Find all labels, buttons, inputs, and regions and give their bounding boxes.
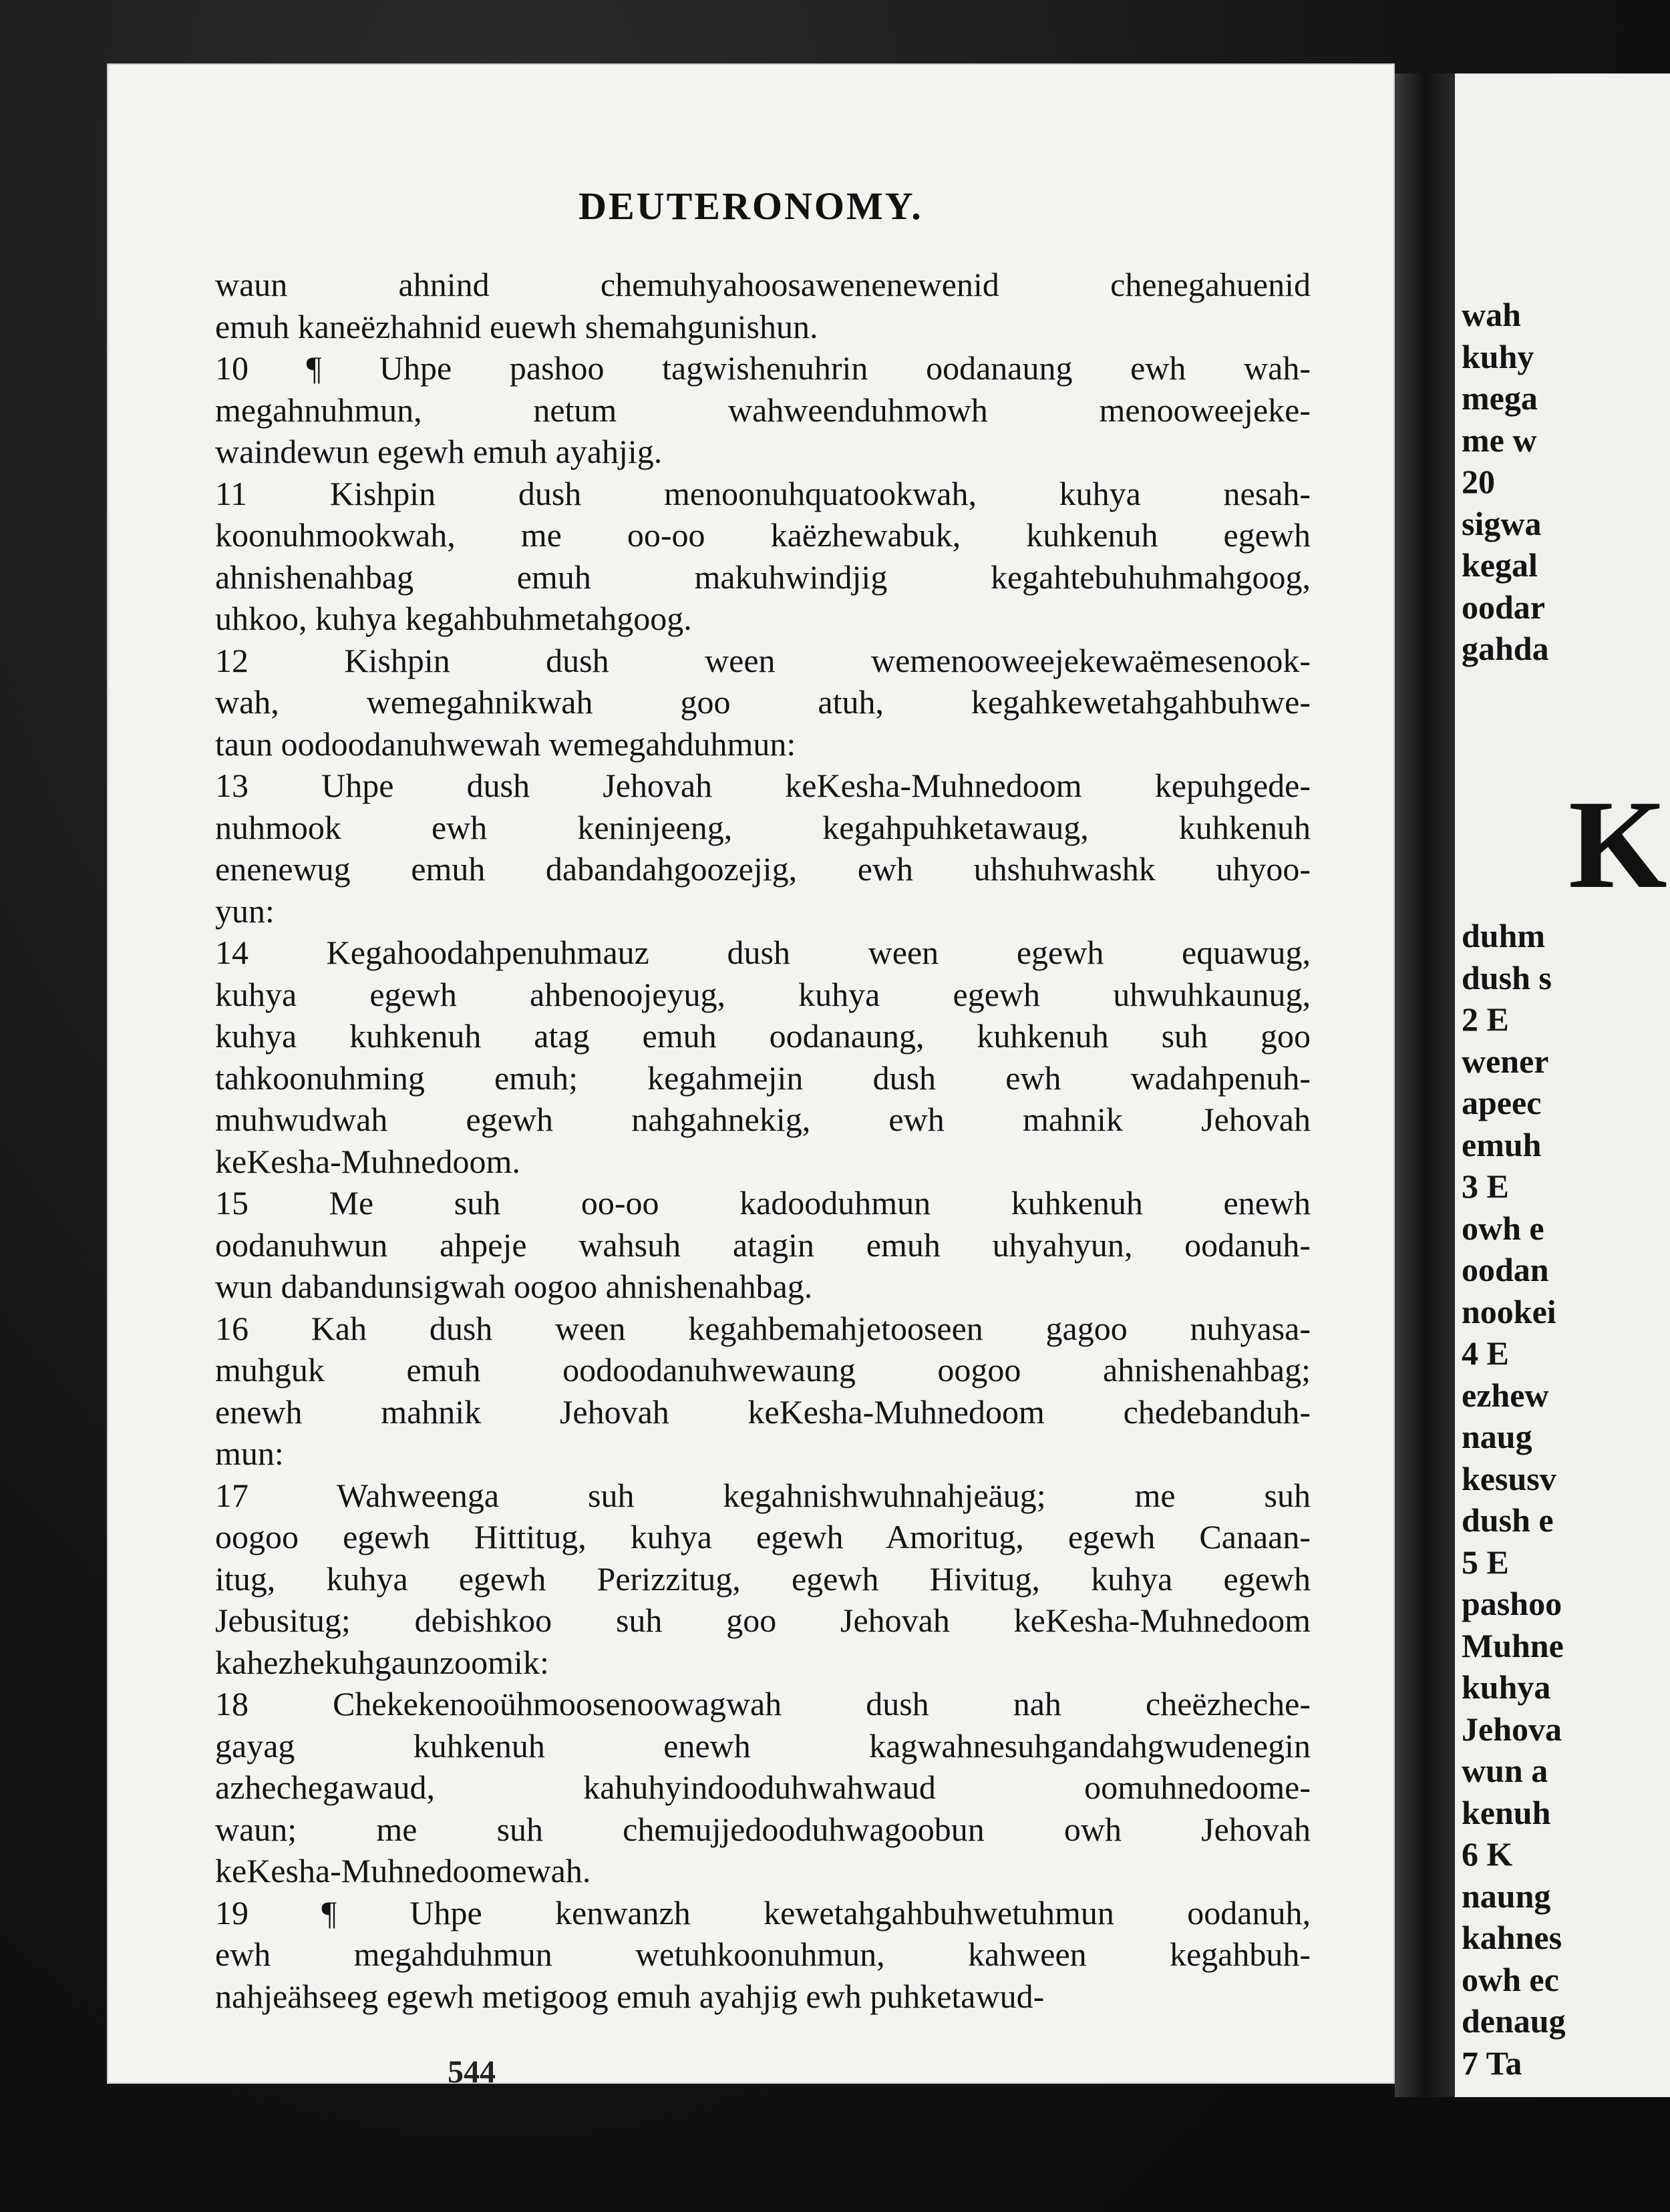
right-text-line: Muhne [1462, 1626, 1564, 1664]
text-line: nahjeähseeg egewh metigoog emuh ayahjig ewh puhketawud- [215, 1977, 1045, 2015]
text-line: 17 Wahweenga suh kegahnishwuhnahjeäug; me suh [215, 1476, 1311, 1514]
left-page [107, 63, 1395, 2090]
right-text-line: denaug [1462, 2002, 1566, 2040]
text-line: waindewun egewh emuh ayahjig. [215, 433, 663, 470]
right-text-line: kesusv [1462, 1459, 1556, 1497]
right-text-line: 5 E [1462, 1543, 1509, 1581]
right-text-line: oodan [1462, 1251, 1549, 1288]
text-line: muhwudwah egewh nahgahnekig, ewh mahnik Jehovah [215, 1101, 1311, 1138]
text-line: taun oodoodanuhwewah wemegahduhmun: [215, 725, 796, 763]
text-line: Jebusitug; debishkoo suh goo Jehovah keKesha-Muhnedoom [215, 1602, 1311, 1639]
right-text-line: wah [1462, 296, 1521, 333]
text-line: 15 Me suh oo-oo kadooduhmun kuhkenuh enewh [215, 1184, 1311, 1222]
text-line: mun: [215, 1435, 284, 1472]
running-head: DEUTERONOMY. [578, 184, 923, 228]
right-text-line: dush s [1462, 958, 1552, 996]
right-text-line: pashoo [1462, 1585, 1562, 1622]
text-line: 12 Kishpin dush ween wemenooweejekewaëmesenook- [215, 641, 1311, 679]
text-line: 16 Kah dush ween kegahbemahjetooseen gagoo nuhyasa- [215, 1309, 1311, 1347]
right-text-line: sigwa [1462, 504, 1542, 542]
text-line: 10 ¶ Uhpe pashoo tagwishenuhrin oodanaung ewh wah- [215, 349, 1311, 387]
text-line: 11 Kishpin dush menoonuhquatookwah, kuhya nesah- [215, 474, 1311, 512]
text-line: keKesha-Muhnedoom. [215, 1142, 520, 1180]
text-line: yun: [215, 892, 275, 930]
right-text-line: emuh [1462, 1125, 1542, 1163]
right-text-line: Jehova [1462, 1710, 1562, 1748]
right-text-line: duhm [1462, 917, 1546, 954]
text-line: itug, kuhya egewh Perizzitug, egewh Hivitug, kuhya egewh [215, 1559, 1311, 1598]
right-text-line: 7 Ta [1462, 2044, 1522, 2082]
right-page-text-top [1462, 294, 1670, 670]
right-page [1455, 73, 1670, 2097]
text-line: kuhya kuhkenuh atag emuh oodanaung, kuhkenuh suh goo [215, 1017, 1311, 1055]
page-number: 544 [448, 2054, 496, 2090]
right-text-line: 2 E [1462, 1000, 1509, 1038]
right-text-line: wener [1462, 1042, 1549, 1080]
text-line: oogoo egewh Hittitug, kuhya egewh Amoritug, egewh Canaan- [215, 1518, 1311, 1555]
text-line: enewh mahnik Jehovah keKesha-Muhnedoom chedebanduh- [215, 1393, 1311, 1431]
right-text-line: owh e [1462, 1209, 1544, 1247]
text-line: oodanuhwun ahpeje wahsuh atagin emuh uhyahyun, oodanuh- [215, 1226, 1311, 1264]
right-text-line: 3 E [1462, 1167, 1509, 1205]
right-text-line: dush e [1462, 1501, 1554, 1539]
text-line: 18 Chekekenooühmoosenoowagwah dush nah cheëzheche- [215, 1685, 1311, 1722]
right-text-line: 20 [1462, 463, 1495, 500]
right-text-line: mega [1462, 379, 1538, 417]
right-text-line: apeec [1462, 1084, 1542, 1121]
text-line: azhechegawaud, kahuhyindooduhwahwaud oomuhnedoome- [215, 1769, 1311, 1806]
text-line: wun dabandunsigwah oogoo ahnishenahbag. [215, 1268, 813, 1305]
right-text-line: wun a [1462, 1752, 1548, 1789]
right-text-line: me w [1462, 421, 1537, 459]
text-line: wah, wemegahnikwah goo atuh, kegahkewetahgahbuhwe- [215, 683, 1311, 721]
right-text-line: 4 E [1462, 1334, 1509, 1372]
text-line: gayag kuhkenuh enewh kagwahnesuhgandahgwudenegin [215, 1726, 1311, 1765]
text-line: kahezhekuhgaunzoomik: [215, 1643, 549, 1681]
right-text-line: gahda [1462, 630, 1549, 667]
body-text [215, 264, 1311, 2017]
text-line: koonuhmookwah, me oo-oo kaëzhewabuk, kuhkenuh egewh [215, 516, 1311, 554]
right-text-line: oodar [1462, 588, 1545, 626]
right-page-text-bottom [1462, 915, 1670, 2084]
text-line: megahnuhmun, netum wahweenduhmowh menooweejeke- [215, 391, 1311, 429]
text-line: keKesha-Muhnedoomewah. [215, 1852, 591, 1889]
text-line: muhguk emuh oodoodanuhwewaung oogoo ahnishenahbag; [215, 1351, 1311, 1389]
right-text-line: nookei [1462, 1292, 1556, 1330]
text-line: ewh megahduhmun wetuhkoonuhmun, kahween kegahbuh- [215, 1936, 1311, 1973]
text-line: emuh kaneëzhahnid euewh shemahgunishun. [215, 307, 818, 345]
right-text-line: kenuh [1462, 1793, 1551, 1831]
text-line: kuhya egewh ahbenoojeyug, kuhya egewh uhwuhkaunug, [215, 975, 1311, 1013]
right-text-line: ezhew [1462, 1376, 1549, 1414]
drop-cap: K [1568, 775, 1667, 915]
text-line: ahnishenahbag emuh makuhwindjig kegahtebuhuhmahgoog, [215, 558, 1311, 596]
right-text-line: naung [1462, 1877, 1551, 1915]
text-line: tahkoonuhming emuh; kegahmejin dush ewh wadahpenuh- [215, 1059, 1311, 1097]
text-line: waun; me suh chemujjedooduhwagoobun owh Jehovah [215, 1810, 1311, 1848]
text-line: enenewug emuh dabandahgoozejig, ewh uhshuhwashk uhyoo- [215, 850, 1311, 888]
text-line: uhkoo, kuhya kegahbuhmetahgoog. [215, 600, 692, 637]
right-text-line: kuhya [1462, 1668, 1551, 1706]
text-line: 14 Kegahoodahpenuhmauz dush ween egewh equawug, [215, 934, 1311, 971]
right-text-line: owh ec [1462, 1960, 1559, 1998]
text-line: 13 Uhpe dush Jehovah keKesha-Muhnedoom kepuhgede- [215, 767, 1311, 804]
right-text-line: kuhy [1462, 337, 1534, 375]
book-gutter [1395, 73, 1455, 2097]
right-text-line: kahnes [1462, 1919, 1562, 1956]
text-line: nuhmook ewh keninjeeng, kegahpuhketawaug, kuhkenuh [215, 808, 1311, 846]
text-line: waun ahnind chemuhyahoosawenenewenid chenegahuenid [215, 266, 1311, 303]
right-text-line: 6 K [1462, 1835, 1513, 1873]
right-text-line: kegal [1462, 546, 1538, 584]
text-line: 19 ¶ Uhpe kenwanzh kewetahgahbuhwetuhmun oodanuh, [215, 1893, 1311, 1931]
right-text-line: naug [1462, 1418, 1532, 1455]
